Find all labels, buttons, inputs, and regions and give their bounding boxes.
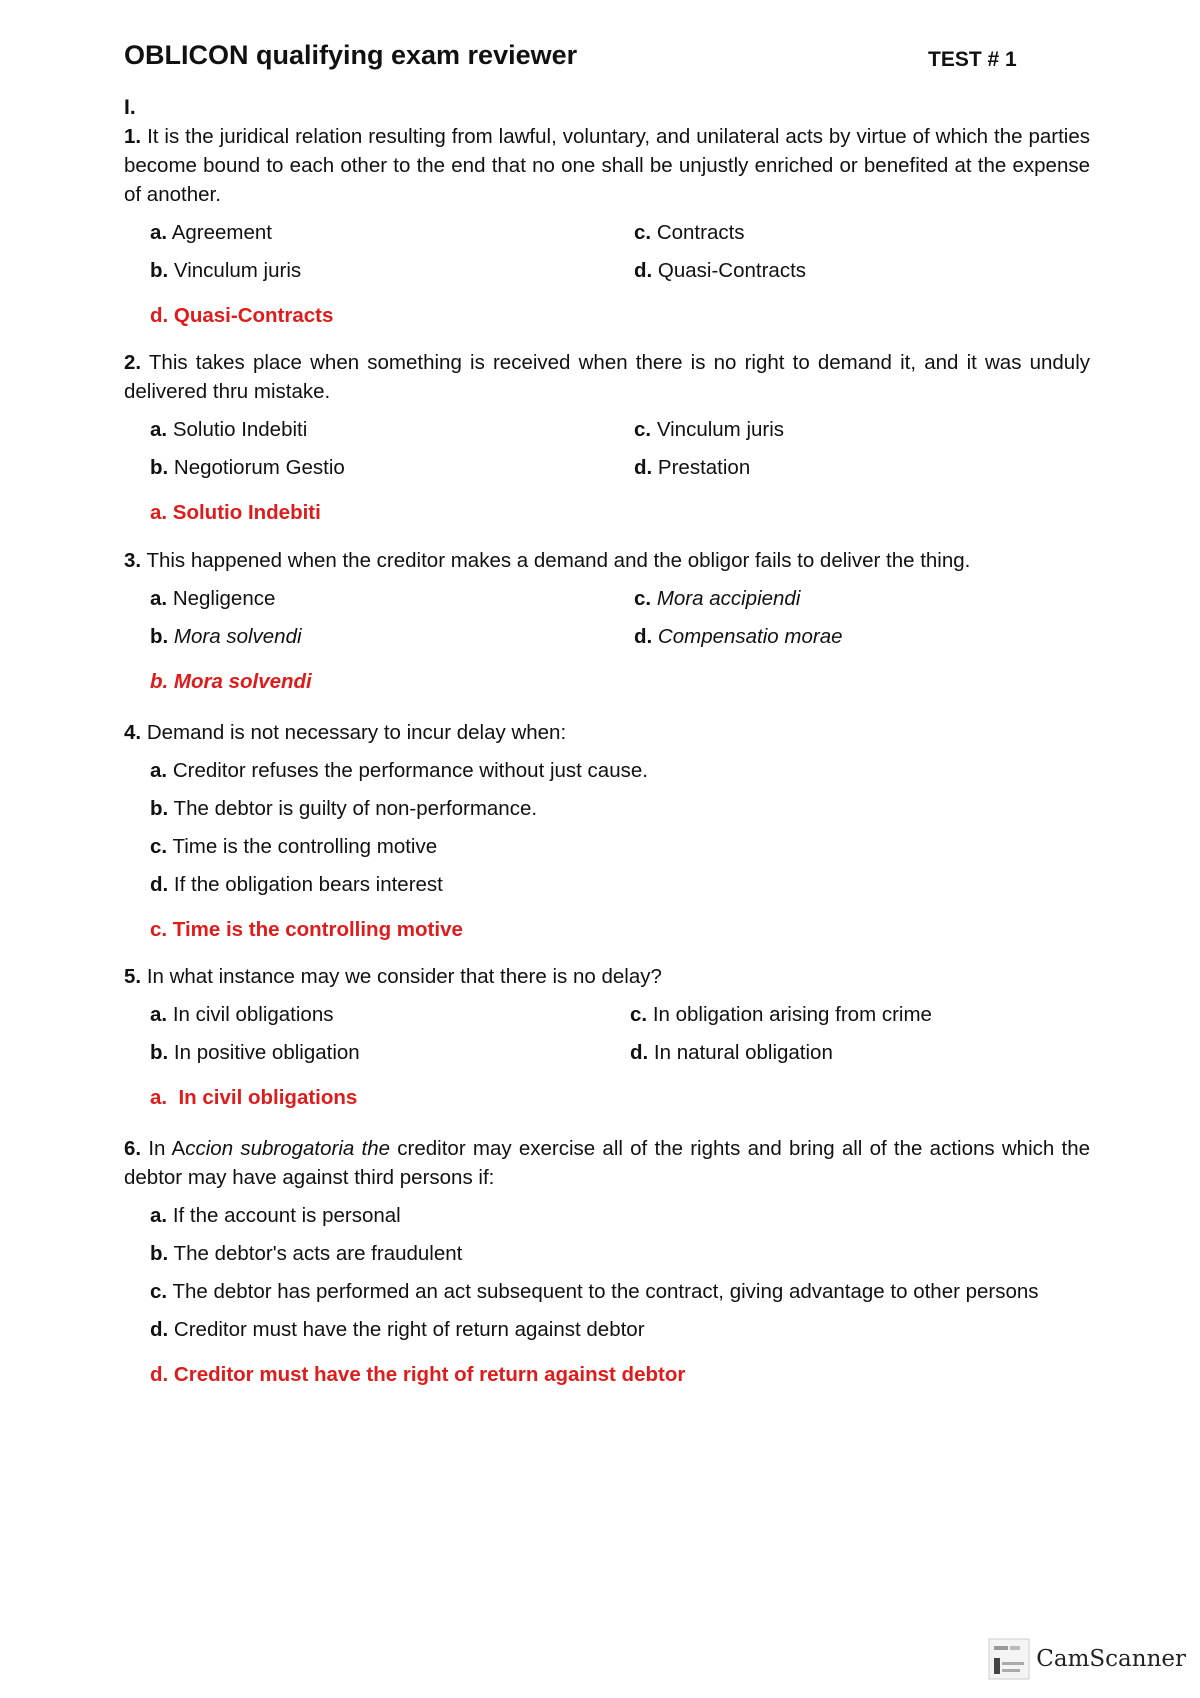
- question-stem: 6. In Accion subrogatoria the creditor may exercise all of the rights and bring all of the actions which the debtor may have against third persons if:: [124, 1137, 1091, 1189]
- camscanner-watermark: [988, 1638, 1186, 1680]
- answer-key: b. Mora solvendi: [150, 670, 312, 693]
- option-b: b. Mora solvendi: [150, 625, 302, 648]
- question-3: [124, 546, 1090, 696]
- option-d: d. Quasi-Contracts: [634, 259, 807, 282]
- question-stem: 4. Demand is not necessary to incur delay when:: [124, 721, 567, 744]
- question-1: [124, 122, 1090, 330]
- camscanner-label: CamScanner: [1036, 1646, 1186, 1672]
- option-c: c. Mora accipiendi: [634, 587, 801, 610]
- options: [150, 411, 1090, 487]
- option-d: d. In natural obligation: [630, 1041, 833, 1064]
- answer-key: a. Solutio Indebiti: [150, 501, 321, 524]
- answer-key: a. In civil obligations: [150, 1086, 358, 1109]
- question-stem: 1. It is the juridical relation resulting from lawful, voluntary, and unilateral acts by virtue of which the parties become bound to each other to the end that no one shall be unjustly enriched or benefited at the expense of another.: [124, 125, 1090, 206]
- option-a: a. Creditor refuses the performance without just cause.: [150, 759, 648, 782]
- question-stem: 2. This takes place when something is received when there is no right to demand it, and it was unduly delivered thru mistake.: [124, 351, 1091, 403]
- question-4: [124, 718, 1090, 944]
- question-6: [124, 1134, 1090, 1389]
- options: [150, 752, 1090, 904]
- question-stem: 5. In what instance may we consider that there is no delay?: [124, 965, 662, 988]
- question-stem: 3. This happened when the creditor makes a demand and the obligor fails to deliver the thing.: [124, 549, 971, 572]
- option-b: b. In positive obligation: [150, 1041, 360, 1064]
- question-2: [124, 348, 1090, 527]
- options: [150, 996, 1090, 1072]
- option-c: c. Contracts: [634, 221, 745, 244]
- option-c: c. Time is the controlling motive: [150, 835, 438, 858]
- document-header: [124, 40, 1090, 80]
- section-label: I.: [124, 96, 136, 119]
- option-d: d. Compensatio morae: [634, 625, 843, 648]
- option-d: d. Prestation: [634, 456, 751, 479]
- options: [150, 214, 1090, 290]
- option-c: c. The debtor has performed an act subsequent to the contract, giving advantage to other persons: [150, 1280, 1039, 1303]
- answer-key: d. Quasi-Contracts: [150, 304, 334, 327]
- options: [150, 1197, 1090, 1349]
- answer-key: d. Creditor must have the right of return against debtor: [150, 1363, 686, 1386]
- option-b: b. The debtor is guilty of non-performance.: [150, 797, 538, 820]
- option-d: d. Creditor must have the right of return against debtor: [150, 1318, 645, 1341]
- document-title: OBLICON qualifying exam reviewer: [124, 40, 578, 70]
- camscanner-logo-icon: [988, 1638, 1030, 1680]
- test-number: TEST # 1: [928, 48, 1017, 71]
- options: [150, 580, 1090, 656]
- option-a: a. If the account is personal: [150, 1204, 401, 1227]
- option-d: d. If the obligation bears interest: [150, 873, 443, 896]
- option-a: a. Agreement: [150, 221, 272, 244]
- answer-key: c. Time is the controlling motive: [150, 918, 463, 941]
- option-a: a. Negligence: [150, 587, 276, 610]
- option-b: b. Negotiorum Gestio: [150, 456, 345, 479]
- option-a: a. Solutio Indebiti: [150, 418, 308, 441]
- option-b: b. The debtor's acts are fraudulent: [150, 1242, 463, 1265]
- option-c: c. In obligation arising from crime: [630, 1003, 932, 1026]
- option-a: a. In civil obligations: [150, 1003, 334, 1026]
- option-b: b. Vinculum juris: [150, 259, 302, 282]
- question-5: [124, 962, 1090, 1112]
- option-c: c. Vinculum juris: [634, 418, 785, 441]
